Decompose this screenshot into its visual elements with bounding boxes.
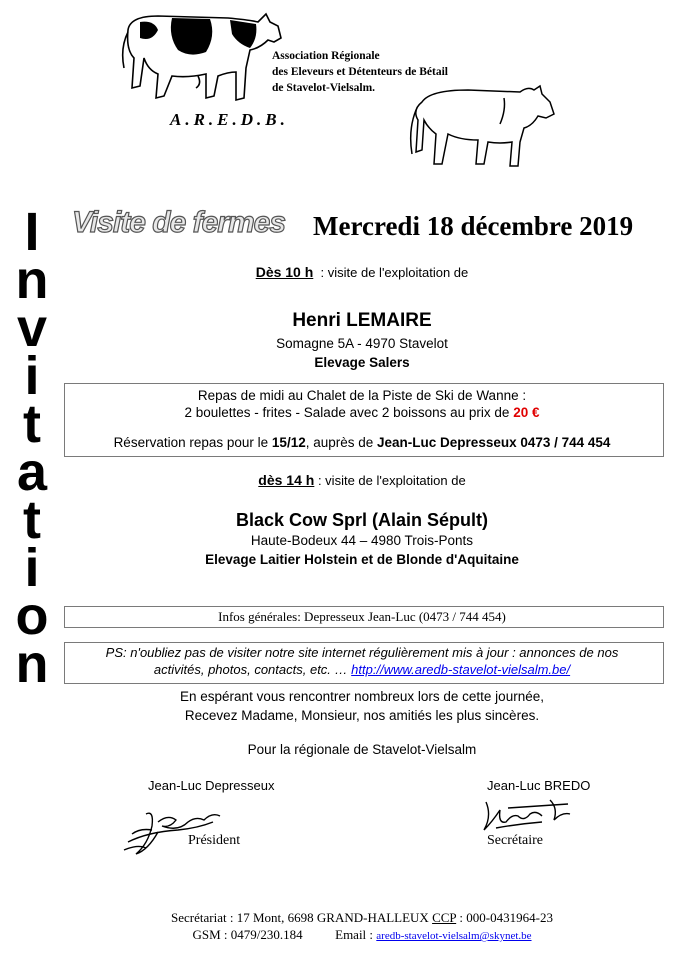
secretariat-address: Secrétariat : 17 Mont, 6698 GRAND-HALLEUX xyxy=(171,910,429,925)
invitation-letter: v xyxy=(16,298,48,358)
secretary-signature-icon xyxy=(478,792,578,837)
footer-secretariat xyxy=(60,910,664,926)
ps-line-1: PS: n'oubliez pas de visiter notre site internet régulièrement mis à jour : annonces de nos xyxy=(105,645,619,660)
email-link[interactable]: aredb-stavelot-vielsalm@skynet.be xyxy=(376,930,532,942)
president-name: Jean-Luc Depresseux xyxy=(148,778,275,793)
visit2-text: : visite de l'exploitation de xyxy=(317,473,466,488)
association-name xyxy=(272,48,448,96)
closing-line-1: En espérant vous rencontrer nombreux lors de cette journée, xyxy=(180,689,544,704)
invitation-letter: o xyxy=(15,586,49,646)
association-line-1: Association Régionale xyxy=(272,50,380,62)
invitation-letter: a xyxy=(16,442,48,502)
association-line-2: des Eleveurs et Détenteurs de Bétail xyxy=(272,66,448,78)
invitation-letter: i xyxy=(24,346,40,406)
email-label: Email : xyxy=(335,927,374,942)
ccp-label: CCP xyxy=(432,910,457,925)
lunch-price: 20 € xyxy=(513,405,540,420)
general-infos: Infos générales: Depresseux Jean-Luc (0473 / 744 454) xyxy=(218,609,506,624)
ps-line-2 xyxy=(60,662,664,677)
secretary-role: Secrétaire xyxy=(487,833,543,848)
invitation-letter: I xyxy=(24,202,40,262)
visit1-line xyxy=(60,264,664,280)
farm1-address: Somagne 5A - 4970 Stavelot xyxy=(276,336,448,351)
regional-signoff: Pour la régionale de Stavelot-Vielsalm xyxy=(247,742,477,757)
farm1-type: Elevage Salers xyxy=(314,355,410,370)
reservation-contact: Jean-Luc Depresseux 0473 / 744 454 xyxy=(377,435,611,450)
reservation-prefix: Réservation repas pour le xyxy=(113,435,269,450)
secretary-name: Jean-Luc BREDO xyxy=(487,778,591,793)
ps-line-2-text: activités, photos, contacts, etc. … xyxy=(153,662,348,677)
farm2-name: Black Cow Sprl (Alain Sépult) xyxy=(235,510,489,530)
lunch-line-2 xyxy=(60,405,664,420)
president-signature-icon xyxy=(118,792,228,867)
lunch-line-1: Repas de midi au Chalet de la Piste de Ski de Wanne : xyxy=(197,388,527,403)
event-title: Visite de fermes xyxy=(72,206,285,239)
invitation-vertical-title xyxy=(6,202,58,694)
farm1-name: Henri LEMAIRE xyxy=(292,310,432,331)
visit2-line xyxy=(60,472,664,488)
president-role: Président xyxy=(188,833,241,848)
gsm: GSM : 0479/230.184 xyxy=(192,927,303,942)
lunch-reservation xyxy=(60,435,664,450)
farm2-address: Haute-Bodeux 44 – 4980 Trois-Ponts xyxy=(250,533,474,548)
invitation-letter: t xyxy=(23,394,41,454)
event-date: Mercredi 18 décembre 2019 xyxy=(313,211,634,241)
footer-contact xyxy=(60,927,664,943)
invitation-letter: i xyxy=(24,538,40,598)
association-acronym: A.R.E.D.B. xyxy=(170,110,289,129)
lunch-menu: 2 boulettes - frites - Salade avec 2 boissons au prix de xyxy=(184,405,510,420)
closing-line-2: Recevez Madame, Monsieur, nos amitiés les plus sincères. xyxy=(184,708,540,723)
invitation-letter: t xyxy=(23,490,41,550)
reservation-date: 15/12 xyxy=(271,435,306,450)
visit1-text: : visite de l'exploitation de xyxy=(320,265,469,280)
visit2-time: dès 14 h xyxy=(258,472,315,488)
invitation-letter: n xyxy=(15,634,49,694)
association-line-3: de Stavelot-Vielsalm. xyxy=(272,82,376,94)
visit1-time: Dès 10 h xyxy=(255,264,314,280)
farm2-type: Elevage Laitier Holstein et de Blonde d'Aquitaine xyxy=(205,552,519,567)
ccp-value: : 000-0431964-23 xyxy=(459,910,553,925)
reservation-middle: , auprès de xyxy=(305,435,374,450)
invitation-letter: n xyxy=(15,250,49,310)
holstein-cow-illustration xyxy=(118,8,283,106)
website-link[interactable]: http://www.aredb-stavelot-vielsalm.be/ xyxy=(351,662,571,677)
